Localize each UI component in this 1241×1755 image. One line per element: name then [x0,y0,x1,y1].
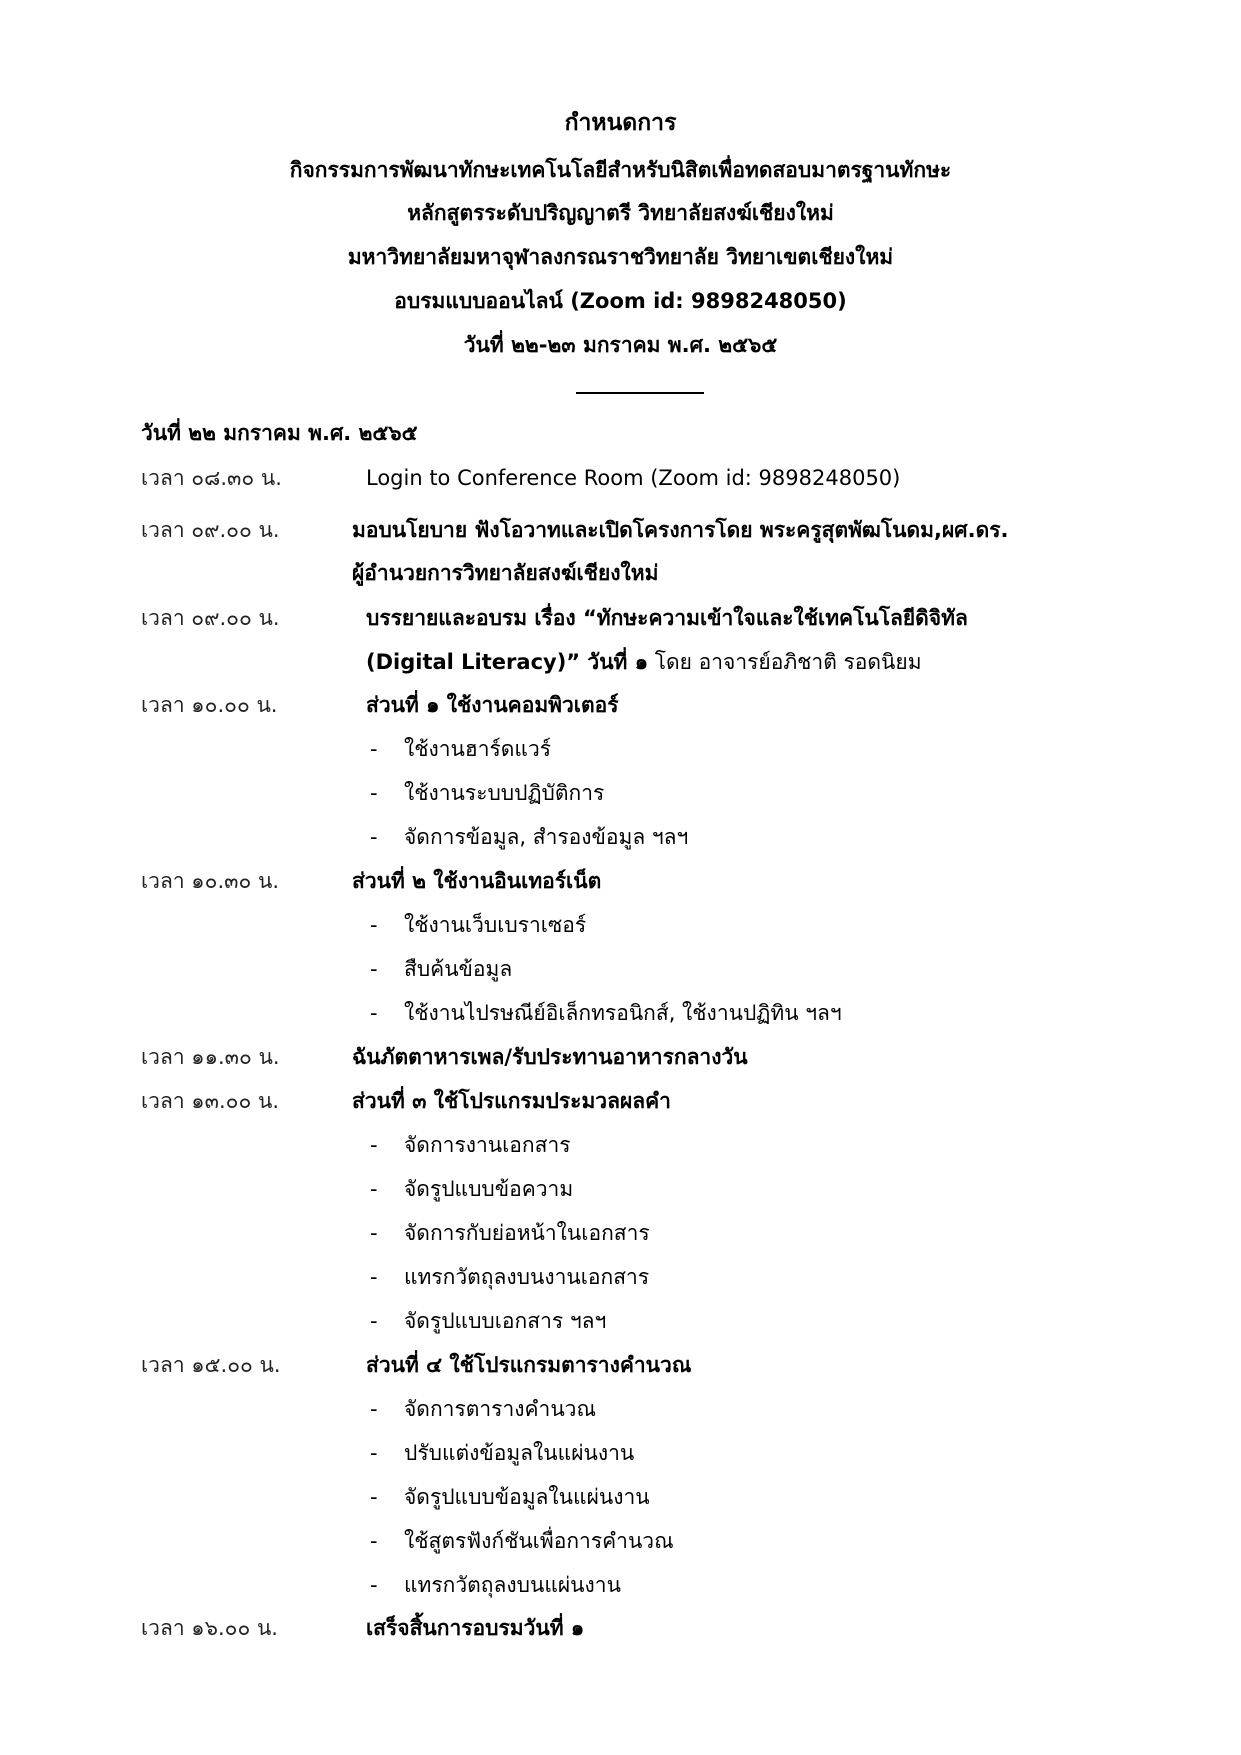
list-item-text: ใช้สูตรฟังก์ชันเพื่อการคำนวณ [404,1529,674,1553]
list-item-text: จัดรูปแบบเอกสาร ฯลฯ [404,1309,607,1333]
list-item [0,1130,1241,1170]
schedule-row-continued [0,647,1241,687]
bullet-dash: - [370,1529,378,1553]
activity-text: เสร็จสิ้นการอบรมวันที่ ๑ [366,1616,585,1640]
list-item [0,778,1241,818]
activity-text: บรรยายและอบรม เรื่อง “ทักษะความเข้าใจและใช้เทคโนโลยีดิจิทัล [366,606,968,630]
list-item [0,998,1241,1038]
time-label: เวลา ๑๖.๐๐ น. [141,1616,278,1640]
bullet-dash: - [370,913,378,937]
activity-text-line-2 [366,647,922,677]
bullet-dash: - [370,1485,378,1509]
bullet-dash: - [370,781,378,805]
list-item-text: จัดการตารางคำนวณ [404,1397,596,1421]
bullet-dash: - [370,1221,378,1245]
list-item-text: จัดรูปแบบข้อมูลในแผ่นงาน [404,1485,650,1509]
list-item-text: จัดการข้อมูล, สำรองข้อมูล ฯลฯ [404,825,689,849]
list-item-text: แทรกวัตถุลงบนแผ่นงาน [404,1573,621,1597]
list-item [0,1262,1241,1302]
list-item-text: จัดการกับย่อหน้าในเอกสาร [404,1221,650,1245]
list-item [0,1306,1241,1346]
activity-text: มอบนโยบาย ฟังโอวาทและเปิดโครงการโดย พระครูสุตพัฒโนดม,ผศ.ดร. [352,518,1009,542]
header-line-5: วันที่ ๒๒-๒๓ มกราคม พ.ศ. ๒๕๖๕ [463,333,778,357]
bullet-dash: - [370,1001,378,1025]
schedule-row [0,1042,1241,1082]
list-item [0,734,1241,774]
list-item-text: ใช้งานฮาร์ดแวร์ [404,737,552,761]
time-label: เวลา ๐๙.๐๐ น. [141,606,280,630]
bullet-dash: - [370,825,378,849]
bullet-dash: - [370,1177,378,1201]
list-item-text: จัดรูปแบบข้อความ [404,1177,574,1201]
list-item [0,1174,1241,1214]
bullet-dash: - [370,957,378,981]
list-item [0,1218,1241,1258]
header-line-2: หลักสูตรระดับปริญญาตรี วิทยาลัยสงฆ์เชียงใหม่ [407,201,834,225]
activity-topic: (Digital Literacy)” วันที่ ๑ [366,650,649,674]
header-line-1: กิจกรรมการพัฒนาทักษะเทคโนโลยีสำหรับนิสิตเพื่อทดสอบมาตรฐานทักษะ [289,158,952,182]
time-label: เวลา ๑๑.๓๐ น. [141,1045,280,1069]
header-line-3: มหาวิทยาลัยมหาจุฬาลงกรณราชวิทยาลัย วิทยาเขตเชียงใหม่ [347,245,894,269]
time-label: เวลา ๑๕.๐๐ น. [141,1353,281,1377]
list-item [0,1570,1241,1610]
list-item-text: จัดการงานเอกสาร [404,1133,571,1157]
header-line-4: อบรมแบบออนไลน์ (Zoom id: 9898248050) [394,289,847,313]
time-label: เวลา ๑๐.๓๐ น. [141,869,280,893]
schedule-row [0,1086,1241,1126]
time-label: เวลา ๐๘.๓๐ น. [141,466,282,490]
bullet-dash: - [370,1309,378,1333]
list-item-text: ใช้งานเว็บเบราเซอร์ [404,913,587,937]
time-label: เวลา ๑๓.๐๐ น. [141,1089,280,1113]
schedule-row [0,603,1241,643]
document-title: กำหนดการ [564,110,677,136]
schedule-row [0,1613,1241,1653]
list-item [0,1526,1241,1566]
day-heading: วันที่ ๒๒ มกราคม พ.ศ. ๒๕๖๕ [141,421,418,445]
header-divider [0,368,1241,386]
schedule-row [0,866,1241,906]
schedule-row [0,1350,1241,1390]
bullet-dash: - [370,1265,378,1289]
activity-text: ส่วนที่ ๔ ใช้โปรแกรมตารางคำนวณ [366,1353,692,1377]
list-item-text: ใช้งานระบบปฏิบัติการ [404,781,605,805]
list-item [0,1394,1241,1434]
bullet-dash: - [370,1573,378,1597]
list-item-text: ใช้งานไปรษณีย์อิเล็กทรอนิกส์, ใช้งานปฏิทิน ฯลฯ [404,1001,842,1025]
activity-text: ส่วนที่ ๓ ใช้โปรแกรมประมวลผลคำ [352,1089,671,1113]
activity-text: ส่วนที่ ๑ ใช้งานคอมพิวเตอร์ [366,693,619,717]
list-item [0,1482,1241,1522]
activity-text-line-2: ผู้อำนวยการวิทยาลัยสงฆ์เชียงใหม่ [352,561,659,585]
schedule-row-continued [0,558,1241,598]
list-item-text: ปรับแต่งข้อมูลในแผ่นงาน [404,1441,635,1465]
activity-text: Login to Conference Room (Zoom id: 9898248050) [366,466,901,490]
activity-lecturer: โดย อาจารย์อภิชาติ รอดนิยม [648,650,922,674]
bullet-dash: - [370,1441,378,1465]
time-label: เวลา ๐๙.๐๐ น. [141,518,280,542]
activity-text: ฉันภัตตาหารเพล/รับประทานอาหารกลางวัน [352,1045,748,1069]
list-item [0,1438,1241,1478]
list-item [0,954,1241,994]
schedule-row [0,515,1241,555]
activity-text: ส่วนที่ ๒ ใช้งานอินเทอร์เน็ต [352,869,602,893]
schedule-row [0,690,1241,730]
time-label: เวลา ๑๐.๐๐ น. [141,693,278,717]
list-item [0,910,1241,950]
list-item [0,822,1241,862]
bullet-dash: - [370,1397,378,1421]
list-item-text: แทรกวัตถุลงบนงานเอกสาร [404,1265,650,1289]
divider-line [576,392,704,394]
bullet-dash: - [370,1133,378,1157]
bullet-dash: - [370,737,378,761]
schedule-row [0,463,1241,503]
list-item-text: สืบค้นข้อมูล [404,957,513,981]
